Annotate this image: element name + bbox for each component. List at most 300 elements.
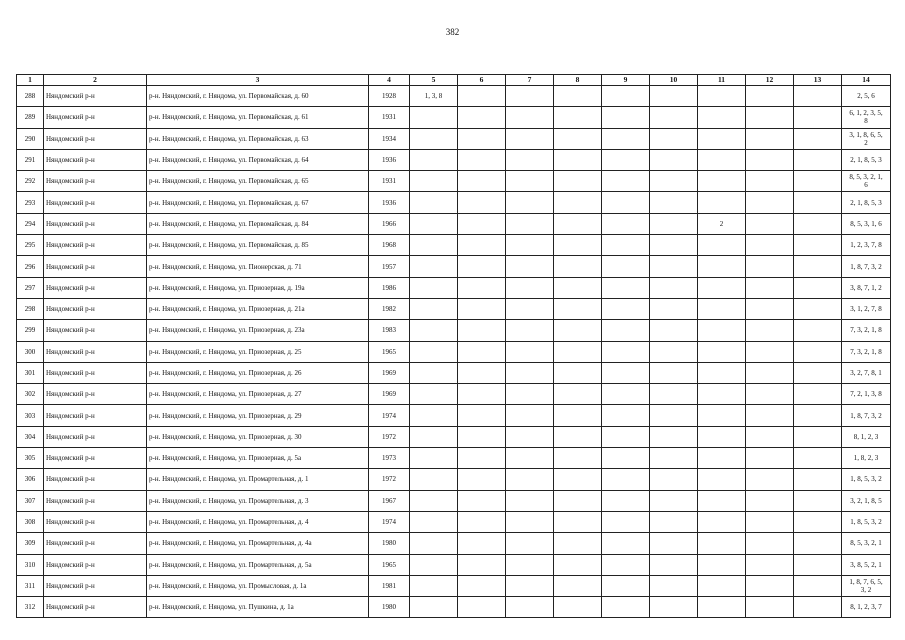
- col10-cell: [650, 128, 698, 149]
- col8-cell: [554, 86, 602, 107]
- address-cell: р-н. Няндомский, г. Няндома, ул. Первомайская, д. 67: [147, 192, 369, 213]
- col9-cell: [602, 320, 650, 341]
- col12-cell: [746, 597, 794, 618]
- col11-cell: [698, 277, 746, 298]
- col10-cell: [650, 511, 698, 532]
- col6-cell: [458, 149, 506, 170]
- col5-cell: [410, 320, 458, 341]
- col13-cell: [794, 341, 842, 362]
- district-cell: Няндомский р-н: [44, 362, 147, 383]
- col5-cell: [410, 426, 458, 447]
- address-cell: р-н. Няндомский, г. Няндома, ул. Первомайская, д. 65: [147, 171, 369, 192]
- col10-cell: [650, 213, 698, 234]
- table-row: [17, 149, 891, 170]
- col12-cell: [746, 448, 794, 469]
- table-row: [17, 490, 891, 511]
- col13-cell: [794, 490, 842, 511]
- col11-cell: [698, 128, 746, 149]
- row-number: 293: [17, 192, 44, 213]
- year-cell: 1966: [369, 213, 410, 234]
- col9-cell: [602, 575, 650, 596]
- address-cell: р-н. Няндомский, г. Няндома, ул. Первомайская, д. 84: [147, 213, 369, 234]
- address-cell: р-н. Няндомский, г. Няндома, ул. Приозерная, д. 29: [147, 405, 369, 426]
- row-number: 310: [17, 554, 44, 575]
- col14-cell: 1, 8, 5, 3, 2: [842, 469, 891, 490]
- col8-cell: [554, 256, 602, 277]
- col8-cell: [554, 533, 602, 554]
- col14-cell: 1, 8, 5, 3, 2: [842, 511, 891, 532]
- col8-cell: [554, 490, 602, 511]
- column-header-12: 12: [746, 75, 794, 86]
- address-cell: р-н. Няндомский, г. Няндома, ул. Приозерная, д. 19а: [147, 277, 369, 298]
- col7-cell: [506, 597, 554, 618]
- header-row: [17, 75, 891, 86]
- col14-cell: 3, 2, 7, 8, 1: [842, 362, 891, 383]
- district-cell: Няндомский р-н: [44, 341, 147, 362]
- row-number: 292: [17, 171, 44, 192]
- column-header-11: 11: [698, 75, 746, 86]
- col6-cell: [458, 405, 506, 426]
- col10-cell: [650, 107, 698, 128]
- row-number: 303: [17, 405, 44, 426]
- year-cell: 1974: [369, 511, 410, 532]
- col7-cell: [506, 362, 554, 383]
- col6-cell: [458, 554, 506, 575]
- col10-cell: [650, 298, 698, 319]
- col5-cell: [410, 448, 458, 469]
- table-row: [17, 554, 891, 575]
- col9-cell: [602, 171, 650, 192]
- address-cell: р-н. Няндомский, г. Няндома, ул. Приозерная, д. 5а: [147, 448, 369, 469]
- col6-cell: [458, 533, 506, 554]
- col12-cell: [746, 490, 794, 511]
- col10-cell: [650, 554, 698, 575]
- col5-cell: [410, 235, 458, 256]
- district-cell: Няндомский р-н: [44, 320, 147, 341]
- col14-cell: 1, 8, 7, 3, 2: [842, 405, 891, 426]
- year-cell: 1972: [369, 469, 410, 490]
- col13-cell: [794, 107, 842, 128]
- col10-cell: [650, 341, 698, 362]
- column-header-9: 9: [602, 75, 650, 86]
- row-number: 302: [17, 384, 44, 405]
- col14-cell: 8, 1, 2, 3: [842, 426, 891, 447]
- year-cell: 1982: [369, 298, 410, 319]
- year-cell: 1965: [369, 554, 410, 575]
- col8-cell: [554, 213, 602, 234]
- column-header-8: 8: [554, 75, 602, 86]
- col11-cell: 2: [698, 213, 746, 234]
- col12-cell: [746, 256, 794, 277]
- col14-cell: 3, 1, 2, 7, 8: [842, 298, 891, 319]
- column-header-5: 5: [410, 75, 458, 86]
- col6-cell: [458, 426, 506, 447]
- col9-cell: [602, 341, 650, 362]
- col9-cell: [602, 384, 650, 405]
- table-row: [17, 341, 891, 362]
- col9-cell: [602, 277, 650, 298]
- col14-cell: 7, 3, 2, 1, 8: [842, 320, 891, 341]
- col6-cell: [458, 575, 506, 596]
- col11-cell: [698, 86, 746, 107]
- col5-cell: [410, 277, 458, 298]
- col5-cell: [410, 107, 458, 128]
- col10-cell: [650, 490, 698, 511]
- year-cell: 1986: [369, 277, 410, 298]
- col5-cell: [410, 149, 458, 170]
- col12-cell: [746, 320, 794, 341]
- row-number: 289: [17, 107, 44, 128]
- col10-cell: [650, 448, 698, 469]
- col9-cell: [602, 86, 650, 107]
- district-cell: Няндомский р-н: [44, 107, 147, 128]
- table-row: [17, 235, 891, 256]
- col9-cell: [602, 448, 650, 469]
- table-row: [17, 192, 891, 213]
- col9-cell: [602, 256, 650, 277]
- col14-cell: 8, 1, 2, 3, 7: [842, 597, 891, 618]
- col14-cell: 8, 5, 3, 1, 6: [842, 213, 891, 234]
- table-row: [17, 597, 891, 618]
- row-number: 295: [17, 235, 44, 256]
- col13-cell: [794, 149, 842, 170]
- col10-cell: [650, 320, 698, 341]
- col6-cell: [458, 341, 506, 362]
- col11-cell: [698, 192, 746, 213]
- col8-cell: [554, 597, 602, 618]
- district-cell: Няндомский р-н: [44, 597, 147, 618]
- district-cell: Няндомский р-н: [44, 554, 147, 575]
- col13-cell: [794, 554, 842, 575]
- col7-cell: [506, 426, 554, 447]
- col6-cell: [458, 277, 506, 298]
- year-cell: 1934: [369, 128, 410, 149]
- col8-cell: [554, 554, 602, 575]
- col5-cell: [410, 384, 458, 405]
- district-cell: Няндомский р-н: [44, 384, 147, 405]
- col13-cell: [794, 362, 842, 383]
- col14-cell: 3, 2, 1, 8, 5: [842, 490, 891, 511]
- col7-cell: [506, 86, 554, 107]
- table-row: [17, 213, 891, 234]
- col13-cell: [794, 448, 842, 469]
- col11-cell: [698, 341, 746, 362]
- row-number: 294: [17, 213, 44, 234]
- col6-cell: [458, 298, 506, 319]
- col6-cell: [458, 490, 506, 511]
- col5-cell: [410, 171, 458, 192]
- col13-cell: [794, 256, 842, 277]
- col13-cell: [794, 277, 842, 298]
- table-row: [17, 384, 891, 405]
- col6-cell: [458, 213, 506, 234]
- col8-cell: [554, 298, 602, 319]
- col13-cell: [794, 171, 842, 192]
- column-header-7: 7: [506, 75, 554, 86]
- column-header-6: 6: [458, 75, 506, 86]
- col14-cell: 2, 1, 8, 5, 3: [842, 192, 891, 213]
- col8-cell: [554, 448, 602, 469]
- col14-cell: 7, 2, 1, 3, 8: [842, 384, 891, 405]
- col12-cell: [746, 384, 794, 405]
- table-row: [17, 426, 891, 447]
- col7-cell: [506, 298, 554, 319]
- col6-cell: [458, 362, 506, 383]
- col7-cell: [506, 405, 554, 426]
- page-number: 382: [445, 27, 460, 37]
- col11-cell: [698, 107, 746, 128]
- col12-cell: [746, 405, 794, 426]
- col10-cell: [650, 533, 698, 554]
- col10-cell: [650, 597, 698, 618]
- col9-cell: [602, 107, 650, 128]
- col5-cell: [410, 405, 458, 426]
- col7-cell: [506, 575, 554, 596]
- col8-cell: [554, 128, 602, 149]
- district-cell: Няндомский р-н: [44, 128, 147, 149]
- table-row: [17, 405, 891, 426]
- col14-cell: 1, 8, 2, 3: [842, 448, 891, 469]
- year-cell: 1973: [369, 448, 410, 469]
- col6-cell: [458, 597, 506, 618]
- col12-cell: [746, 533, 794, 554]
- col14-cell: 3, 1, 8, 6, 5, 2: [842, 128, 891, 149]
- address-cell: р-н. Няндомский, г. Няндома, ул. Первомайская, д. 85: [147, 235, 369, 256]
- row-number: 299: [17, 320, 44, 341]
- address-cell: р-н. Няндомский, г. Няндома, ул. Промартельная, д. 5а: [147, 554, 369, 575]
- col11-cell: [698, 597, 746, 618]
- col11-cell: [698, 149, 746, 170]
- table-row: [17, 533, 891, 554]
- row-number: 290: [17, 128, 44, 149]
- col9-cell: [602, 213, 650, 234]
- col11-cell: [698, 384, 746, 405]
- district-cell: Няндомский р-н: [44, 405, 147, 426]
- district-cell: Няндомский р-н: [44, 256, 147, 277]
- row-number: 309: [17, 533, 44, 554]
- address-cell: р-н. Няндомский, г. Няндома, ул. Промартельная, д. 1: [147, 469, 369, 490]
- column-header-2: 2: [44, 75, 147, 86]
- col13-cell: [794, 533, 842, 554]
- district-cell: Няндомский р-н: [44, 277, 147, 298]
- row-number: 312: [17, 597, 44, 618]
- year-cell: 1972: [369, 426, 410, 447]
- col5-cell: [410, 192, 458, 213]
- col7-cell: [506, 256, 554, 277]
- year-cell: 1931: [369, 171, 410, 192]
- district-cell: Няндомский р-н: [44, 490, 147, 511]
- district-cell: Няндомский р-н: [44, 213, 147, 234]
- col11-cell: [698, 448, 746, 469]
- col13-cell: [794, 235, 842, 256]
- table-row: [17, 362, 891, 383]
- col7-cell: [506, 384, 554, 405]
- column-header-4: 4: [369, 75, 410, 86]
- col13-cell: [794, 405, 842, 426]
- col12-cell: [746, 192, 794, 213]
- district-cell: Няндомский р-н: [44, 511, 147, 532]
- table-body: [17, 86, 891, 618]
- year-cell: 1981: [369, 575, 410, 596]
- col11-cell: [698, 320, 746, 341]
- col5-cell: [410, 298, 458, 319]
- col12-cell: [746, 554, 794, 575]
- col12-cell: [746, 149, 794, 170]
- col13-cell: [794, 469, 842, 490]
- address-cell: р-н. Няндомский, г. Няндома, ул. Промысловая, д. 1а: [147, 575, 369, 596]
- col9-cell: [602, 554, 650, 575]
- col6-cell: [458, 384, 506, 405]
- col8-cell: [554, 575, 602, 596]
- col6-cell: [458, 511, 506, 532]
- district-cell: Няндомский р-н: [44, 448, 147, 469]
- col8-cell: [554, 277, 602, 298]
- col7-cell: [506, 192, 554, 213]
- address-cell: р-н. Няндомский, г. Няндома, ул. Первомайская, д. 63: [147, 128, 369, 149]
- col5-cell: [410, 554, 458, 575]
- col14-cell: 6, 1, 2, 3, 5, 8: [842, 107, 891, 128]
- district-cell: Няндомский р-н: [44, 469, 147, 490]
- col10-cell: [650, 277, 698, 298]
- col6-cell: [458, 86, 506, 107]
- col12-cell: [746, 362, 794, 383]
- column-header-1: 1: [17, 75, 44, 86]
- address-cell: р-н. Няндомский, г. Няндома, ул. Приозерная, д. 27: [147, 384, 369, 405]
- row-number: 304: [17, 426, 44, 447]
- col10-cell: [650, 192, 698, 213]
- col8-cell: [554, 149, 602, 170]
- col7-cell: [506, 277, 554, 298]
- registry-table: [16, 74, 891, 618]
- col5-cell: [410, 511, 458, 532]
- col9-cell: [602, 511, 650, 532]
- col13-cell: [794, 575, 842, 596]
- address-cell: р-н. Няндомский, г. Няндома, ул. Промартельная, д. 4а: [147, 533, 369, 554]
- col5-cell: 1, 3, 8: [410, 86, 458, 107]
- col10-cell: [650, 171, 698, 192]
- table-row: [17, 171, 891, 192]
- col6-cell: [458, 320, 506, 341]
- col7-cell: [506, 341, 554, 362]
- col6-cell: [458, 256, 506, 277]
- row-number: 308: [17, 511, 44, 532]
- col12-cell: [746, 341, 794, 362]
- address-cell: р-н. Няндомский, г. Няндома, ул. Промартельная, д. 3: [147, 490, 369, 511]
- col13-cell: [794, 320, 842, 341]
- district-cell: Няндомский р-н: [44, 426, 147, 447]
- col6-cell: [458, 171, 506, 192]
- col6-cell: [458, 107, 506, 128]
- col8-cell: [554, 320, 602, 341]
- col9-cell: [602, 469, 650, 490]
- address-cell: р-н. Няндомский, г. Няндома, ул. Пушкина, д. 1а: [147, 597, 369, 618]
- address-cell: р-н. Няндомский, г. Няндома, ул. Приозерная, д. 26: [147, 362, 369, 383]
- table-row: [17, 277, 891, 298]
- col7-cell: [506, 320, 554, 341]
- district-cell: Няндомский р-н: [44, 149, 147, 170]
- row-number: 301: [17, 362, 44, 383]
- col14-cell: 7, 3, 2, 1, 8: [842, 341, 891, 362]
- year-cell: 1980: [369, 597, 410, 618]
- col8-cell: [554, 511, 602, 532]
- col12-cell: [746, 511, 794, 532]
- col7-cell: [506, 213, 554, 234]
- col6-cell: [458, 192, 506, 213]
- year-cell: 1969: [369, 362, 410, 383]
- column-header-13: 13: [794, 75, 842, 86]
- col12-cell: [746, 575, 794, 596]
- col7-cell: [506, 490, 554, 511]
- col11-cell: [698, 362, 746, 383]
- year-cell: 1957: [369, 256, 410, 277]
- row-number: 291: [17, 149, 44, 170]
- col9-cell: [602, 405, 650, 426]
- row-number: 307: [17, 490, 44, 511]
- year-cell: 1968: [369, 235, 410, 256]
- col9-cell: [602, 597, 650, 618]
- col7-cell: [506, 171, 554, 192]
- col13-cell: [794, 426, 842, 447]
- col11-cell: [698, 575, 746, 596]
- col8-cell: [554, 469, 602, 490]
- col9-cell: [602, 426, 650, 447]
- col12-cell: [746, 171, 794, 192]
- year-cell: 1980: [369, 533, 410, 554]
- col14-cell: 1, 8, 7, 6, 5, 3, 2: [842, 575, 891, 596]
- col14-cell: 8, 5, 3, 2, 1, 6: [842, 171, 891, 192]
- col10-cell: [650, 384, 698, 405]
- col8-cell: [554, 192, 602, 213]
- col9-cell: [602, 490, 650, 511]
- district-cell: Няндомский р-н: [44, 235, 147, 256]
- col8-cell: [554, 362, 602, 383]
- col11-cell: [698, 511, 746, 532]
- district-cell: Няндомский р-н: [44, 86, 147, 107]
- col10-cell: [650, 256, 698, 277]
- col9-cell: [602, 235, 650, 256]
- col6-cell: [458, 128, 506, 149]
- col10-cell: [650, 86, 698, 107]
- table-row: [17, 256, 891, 277]
- row-number: 288: [17, 86, 44, 107]
- row-number: 298: [17, 298, 44, 319]
- col10-cell: [650, 362, 698, 383]
- col7-cell: [506, 149, 554, 170]
- col9-cell: [602, 298, 650, 319]
- col7-cell: [506, 448, 554, 469]
- col12-cell: [746, 469, 794, 490]
- col8-cell: [554, 107, 602, 128]
- col10-cell: [650, 149, 698, 170]
- col12-cell: [746, 277, 794, 298]
- year-cell: 1983: [369, 320, 410, 341]
- col7-cell: [506, 235, 554, 256]
- col12-cell: [746, 86, 794, 107]
- col11-cell: [698, 533, 746, 554]
- col8-cell: [554, 405, 602, 426]
- row-number: 297: [17, 277, 44, 298]
- column-header-10: 10: [650, 75, 698, 86]
- col9-cell: [602, 192, 650, 213]
- col5-cell: [410, 256, 458, 277]
- row-number: 296: [17, 256, 44, 277]
- col12-cell: [746, 426, 794, 447]
- year-cell: 1928: [369, 86, 410, 107]
- col11-cell: [698, 469, 746, 490]
- address-cell: р-н. Няндомский, г. Няндома, ул. Приозерная, д. 25: [147, 341, 369, 362]
- col5-cell: [410, 341, 458, 362]
- col10-cell: [650, 575, 698, 596]
